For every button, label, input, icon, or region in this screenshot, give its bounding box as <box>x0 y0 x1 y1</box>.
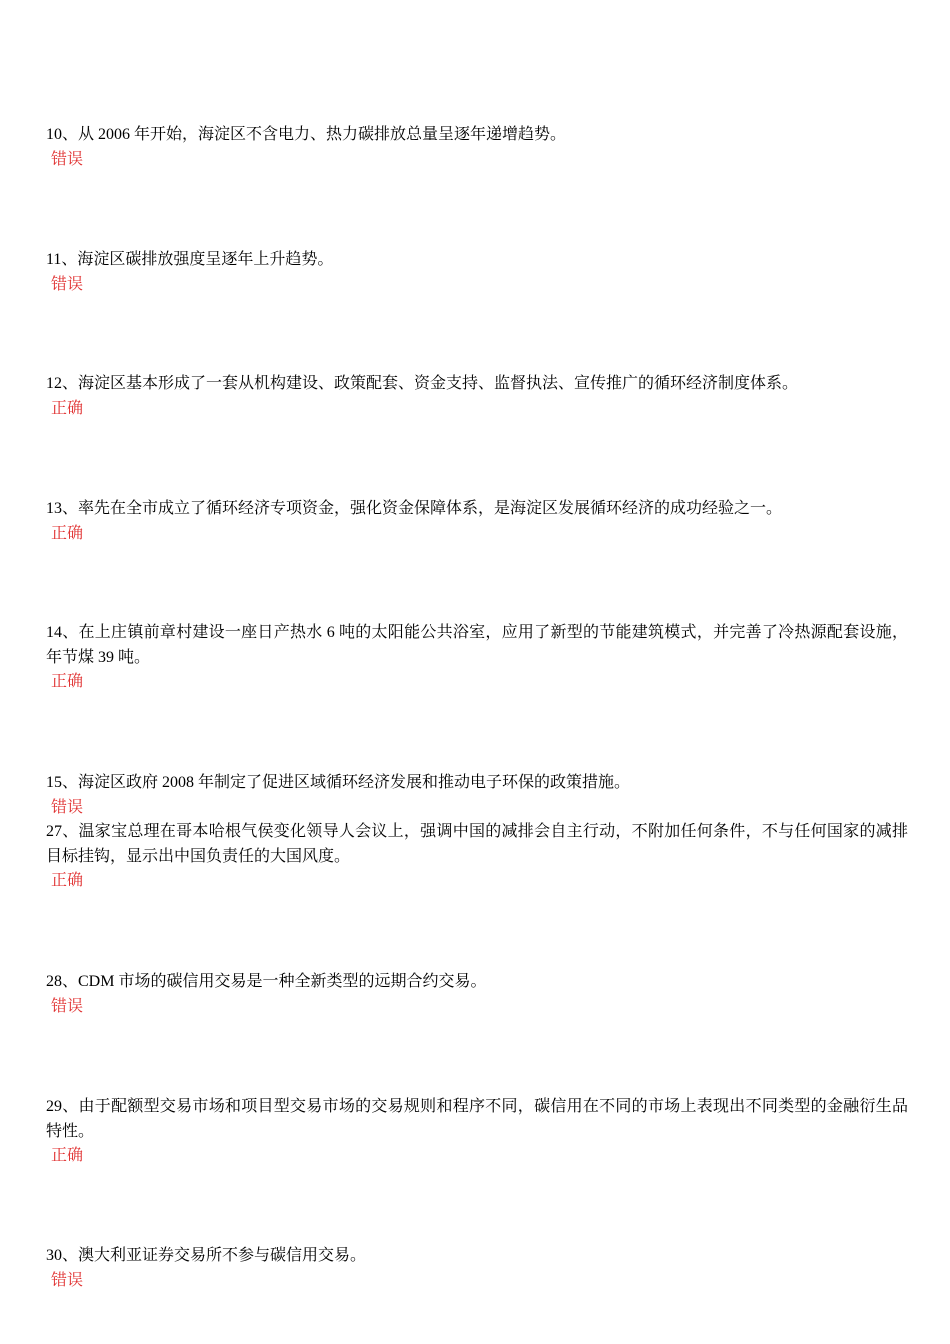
answer-label: 错误 <box>51 798 84 816</box>
question-text: 13、率先在全市成立了循环经济专项资金，强化资金保障体系，是海淀区发展循环经济的成功经验之一。 <box>46 500 783 517</box>
question-text: 30、澳大利亚证券交易所不参与碳信用交易。 <box>46 1247 367 1264</box>
answer-label: 错误 <box>51 275 84 293</box>
question-11 <box>46 248 908 297</box>
question-27 <box>46 820 908 894</box>
question-text: 14、在上庄镇前章村建设一座日产热水 6 吨的太阳能公共浴室，应用了新型的节能建筑模式，并完善了冷热源配套设施，年节煤 39 吨。 <box>46 624 908 666</box>
answer-label: 正确 <box>51 673 84 690</box>
question-text: 29、由于配额型交易市场和项目型交易市场的交易规则和程序不同，碳信用在不同的市场上表现出不同类型的金融衍生品特性。 <box>46 1098 908 1140</box>
question-text: 12、海淀区基本形成了一套从机构建设、政策配套、资金支持、监督执法、宣传推广的循环经济制度体系。 <box>46 375 799 392</box>
question-12 <box>46 372 908 421</box>
answer-label: 正确 <box>51 399 84 417</box>
question-text: 10、从 2006 年开始，海淀区不含电力、热力碳排放总量呈逐年递增趋势。 <box>46 126 567 143</box>
question-10 <box>46 123 908 172</box>
answer-label: 正确 <box>51 872 84 889</box>
question-text: 28、CDM 市场的碳信用交易是一种全新类型的远期合约交易。 <box>46 973 487 990</box>
question-13 <box>46 497 908 546</box>
question-15 <box>46 771 908 820</box>
question-28 <box>46 970 908 1019</box>
answer-label: 错误 <box>51 1271 84 1289</box>
question-30 <box>46 1244 908 1293</box>
question-text: 15、海淀区政府 2008 年制定了促进区域循环经济发展和推动电子环保的政策措施。 <box>46 774 631 791</box>
question-14 <box>46 621 908 695</box>
question-text: 27、温家宝总理在哥本哈根气侯变化领导人会议上，强调中国的减排会自主行动，不附加任何条件，不与任何国家的减排目标挂钩，显示出中国负责任的大国风度。 <box>46 823 908 865</box>
question-29 <box>46 1095 908 1169</box>
answer-label: 正确 <box>51 524 84 542</box>
question-text: 11、海淀区碳排放强度呈逐年上升趋势。 <box>46 251 334 268</box>
answer-label: 正确 <box>51 1147 84 1164</box>
answer-label: 错误 <box>51 150 84 168</box>
answer-label: 错误 <box>51 997 84 1015</box>
